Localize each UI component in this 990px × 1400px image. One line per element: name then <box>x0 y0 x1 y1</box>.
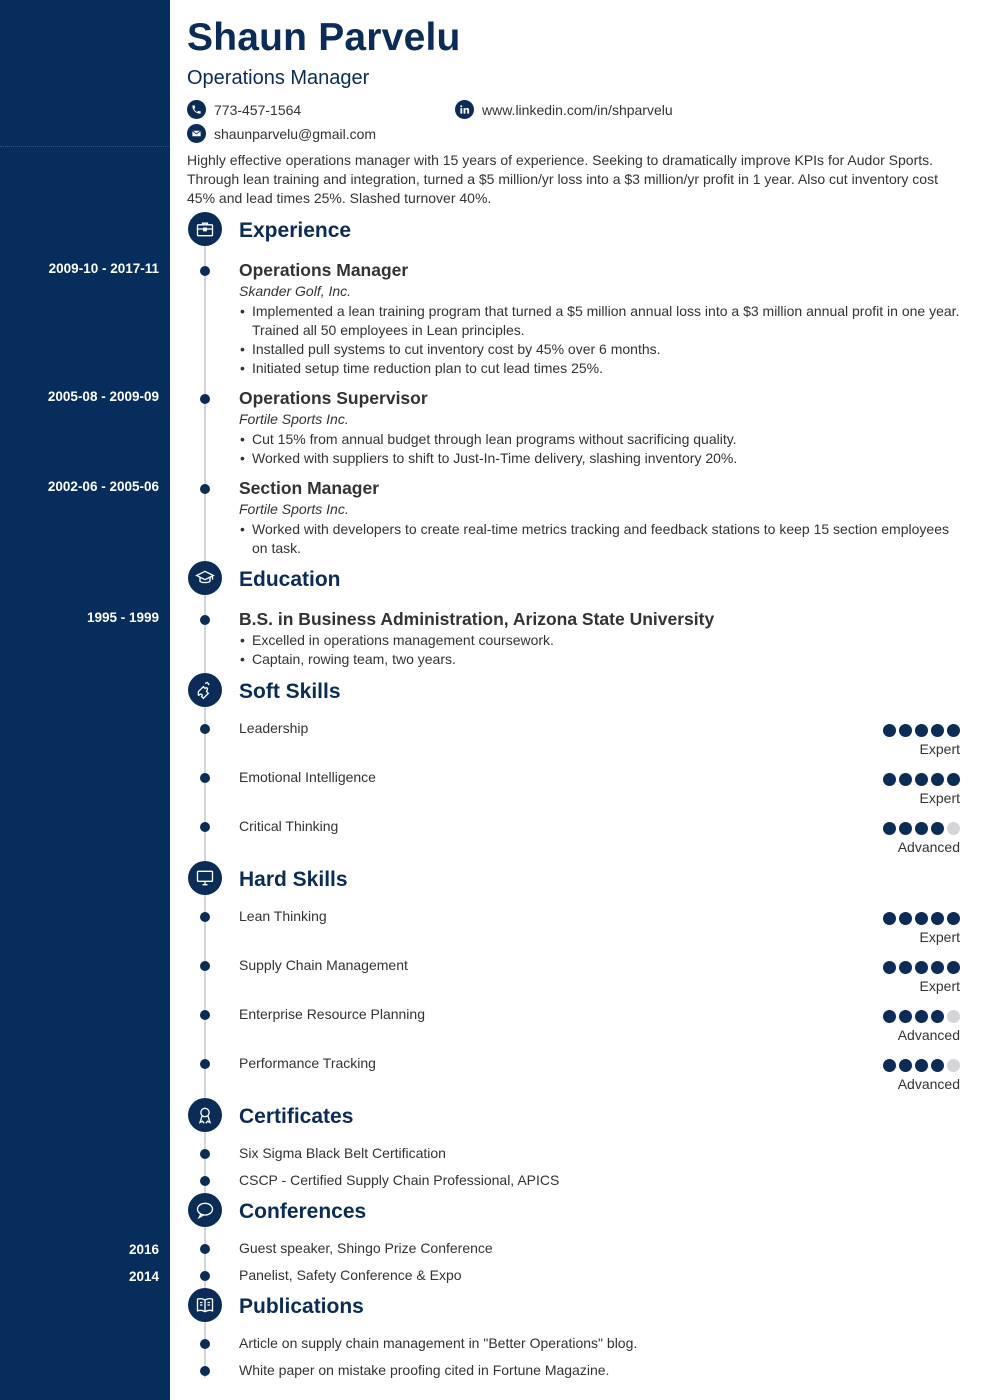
conferences-heading: Conferences <box>239 1200 367 1223</box>
phone-text[interactable]: 773-457-1564 <box>214 101 302 118</box>
rating-dot-filled <box>931 724 944 737</box>
rating-dot-filled <box>947 724 960 737</box>
rating-dot-filled <box>931 1059 944 1072</box>
list-item: • Worked with suppliers to shift to Just-In-Time delivery, slashing inventory 20%. <box>239 449 964 468</box>
skill-level: Advanced <box>897 1076 960 1092</box>
skill-rating <box>883 1010 960 1043</box>
timeline-dot <box>200 1010 210 1020</box>
education-date: 1995 - 1999 <box>86 610 159 625</box>
conference-item: Guest speaker, Shingo Prize Conference <box>239 1240 493 1256</box>
job-title: Operations Manager <box>187 67 370 89</box>
skill-name: Emotional Intelligence <box>239 769 376 785</box>
timeline-dot <box>200 1149 210 1159</box>
rating-dot-filled <box>899 724 912 737</box>
sidebar <box>0 0 170 1400</box>
speech-bubble-icon <box>188 1193 222 1227</box>
timeline-dot <box>200 1271 210 1281</box>
skill-level: Advanced <box>897 1027 960 1043</box>
rating-dot-filled <box>915 724 928 737</box>
rating-dot-filled <box>931 822 944 835</box>
timeline-dot <box>200 1339 210 1349</box>
experience-date: 2005-08 - 2009-09 <box>47 389 159 404</box>
role-title: Operations Supervisor <box>239 388 428 408</box>
linkedin-text[interactable]: www.linkedin.com/in/shparvelu <box>482 101 673 118</box>
candidate-name: Shaun Parvelu <box>187 16 461 59</box>
contact-email <box>187 124 376 143</box>
monitor-icon <box>188 861 222 895</box>
rating-dot-filled <box>931 1010 944 1023</box>
certificate-item: CSCP - Certified Supply Chain Professional, APICS <box>239 1172 560 1188</box>
puzzle-icon <box>188 673 222 707</box>
conference-year: 2014 <box>128 1269 159 1284</box>
skill-name: Supply Chain Management <box>239 957 408 973</box>
experience-date: 2009-10 - 2017-11 <box>48 261 159 276</box>
rating-dot-filled <box>947 912 960 925</box>
email-text[interactable]: shaunparvelu@gmail.com <box>214 125 377 142</box>
timeline-dot <box>200 484 210 494</box>
timeline-dot <box>200 1244 210 1254</box>
education-heading: Education <box>239 568 341 591</box>
rating-dot-filled <box>915 961 928 974</box>
experience-entry <box>239 259 964 378</box>
degree-title: B.S. in Business Administration, Arizona State University <box>239 609 715 629</box>
graduation-cap-icon <box>188 561 222 595</box>
timeline-dot <box>200 773 210 783</box>
skill-name: Critical Thinking <box>239 818 339 834</box>
rating-dot-filled <box>947 773 960 786</box>
skill-rating <box>883 912 960 945</box>
briefcase-icon <box>188 212 222 246</box>
book-icon <box>188 1288 222 1322</box>
timeline-dot <box>200 912 210 922</box>
list-item: • Cut 15% from annual budget through lean programs without sacrificing quality. <box>239 430 964 449</box>
contact-phone <box>187 100 301 119</box>
list-item: • Initiated setup time reduction plan to cut lead times 25%. <box>239 359 964 378</box>
education-entry <box>239 608 964 669</box>
skill-name: Lean Thinking <box>239 908 327 924</box>
role-title: Operations Manager <box>239 260 409 280</box>
phone-icon <box>187 100 206 119</box>
list-item: • Installed pull systems to cut inventory cost by 45% over 6 months. <box>239 340 964 359</box>
timeline-dot <box>200 822 210 832</box>
linkedin-icon <box>455 100 474 119</box>
skill-name: Performance Tracking <box>239 1055 376 1071</box>
skill-level: Advanced <box>897 839 960 855</box>
rating-dot-filled <box>915 822 928 835</box>
rating-dot-filled <box>899 773 912 786</box>
list-item: • Worked with developers to create real-time metrics tracking and feedback stations to keep 15 section employees on task. <box>239 520 964 558</box>
contact-linkedin <box>455 100 673 119</box>
experience-entry <box>239 477 964 558</box>
timeline-dot <box>200 1059 210 1069</box>
skill-name: Leadership <box>239 720 309 736</box>
rating-dot-filled <box>947 961 960 974</box>
rating-dot-filled <box>915 1010 928 1023</box>
skill-level: Expert <box>919 978 960 994</box>
skill-level: Expert <box>919 790 960 806</box>
list-item: • Implemented a lean training program that turned a $5 million annual loss into a $3 million annual profit in one year. Trained all 50 employees in Lean principles. <box>239 302 964 340</box>
experience-heading: Experience <box>239 219 352 242</box>
publications-heading: Publications <box>239 1295 364 1318</box>
rating-dot-filled <box>931 912 944 925</box>
rating-dot-filled <box>883 961 896 974</box>
publication-item: Article on supply chain management in "Better Operations" blog. <box>239 1335 638 1351</box>
rating-dot-filled <box>915 773 928 786</box>
rating-dot-filled <box>915 912 928 925</box>
rating-dot-filled <box>899 1059 912 1072</box>
experience-entry <box>239 387 964 468</box>
rating-dot-filled <box>931 773 944 786</box>
award-icon <box>188 1098 222 1132</box>
company-name: Fortile Sports Inc. <box>239 501 349 517</box>
skill-rating <box>883 1059 960 1092</box>
rating-dot-filled <box>883 822 896 835</box>
timeline-dot <box>200 394 210 404</box>
rating-dot-filled <box>915 1059 928 1072</box>
publication-item: White paper on mistake proofing cited in Fortune Magazine. <box>239 1362 610 1378</box>
timeline-dot <box>200 724 210 734</box>
list-item: • Captain, rowing team, two years. <box>239 650 964 669</box>
rating-dot-filled <box>899 961 912 974</box>
rating-dot-empty <box>947 1059 960 1072</box>
certificate-item: Six Sigma Black Belt Certification <box>239 1145 446 1161</box>
rating-dot-filled <box>883 1010 896 1023</box>
rating-dot-empty <box>947 1010 960 1023</box>
summary: Highly effective operations manager with 15 years of experience. Seeking to dramatically improve KPIs for Audor Sports. Through lean training and integration, turned a $5 million/yr loss into a $3 million/yr profit in 1 year. Also cut inventory cost 45% and lead times 25%. Slashed turnover 40%. <box>187 152 938 206</box>
role-title: Section Manager <box>239 478 380 498</box>
experience-date: 2002-06 - 2005-06 <box>47 479 159 494</box>
rating-dot-filled <box>899 912 912 925</box>
soft-skills-heading: Soft Skills <box>239 680 341 703</box>
timeline-dot <box>200 266 210 276</box>
conference-year: 2016 <box>128 1242 159 1257</box>
timeline-dot <box>200 961 210 971</box>
rating-dot-filled <box>883 912 896 925</box>
email-icon <box>187 124 206 143</box>
skill-rating <box>883 773 960 806</box>
skill-rating <box>883 822 960 855</box>
rating-dot-filled <box>931 961 944 974</box>
skill-rating <box>883 724 960 757</box>
skill-level: Expert <box>919 741 960 757</box>
hard-skills-heading: Hard Skills <box>239 868 348 891</box>
timeline-dot <box>200 1366 210 1376</box>
timeline-dot <box>200 1176 210 1186</box>
timeline-dot <box>200 615 210 625</box>
certificates-heading: Certificates <box>239 1105 354 1128</box>
list-item: • Excelled in operations management coursework. <box>239 631 964 650</box>
skill-rating <box>883 961 960 994</box>
rating-dot-empty <box>947 822 960 835</box>
rating-dot-filled <box>899 1010 912 1023</box>
rating-dot-filled <box>899 822 912 835</box>
conference-item: Panelist, Safety Conference & Expo <box>239 1267 462 1283</box>
rating-dot-filled <box>883 724 896 737</box>
sidebar-divider <box>0 146 170 147</box>
company-name: Skander Golf, Inc. <box>239 283 352 299</box>
skill-level: Expert <box>919 929 960 945</box>
rating-dot-filled <box>883 1059 896 1072</box>
company-name: Fortile Sports Inc. <box>239 411 349 427</box>
rating-dot-filled <box>883 773 896 786</box>
skill-name: Enterprise Resource Planning <box>239 1006 425 1022</box>
